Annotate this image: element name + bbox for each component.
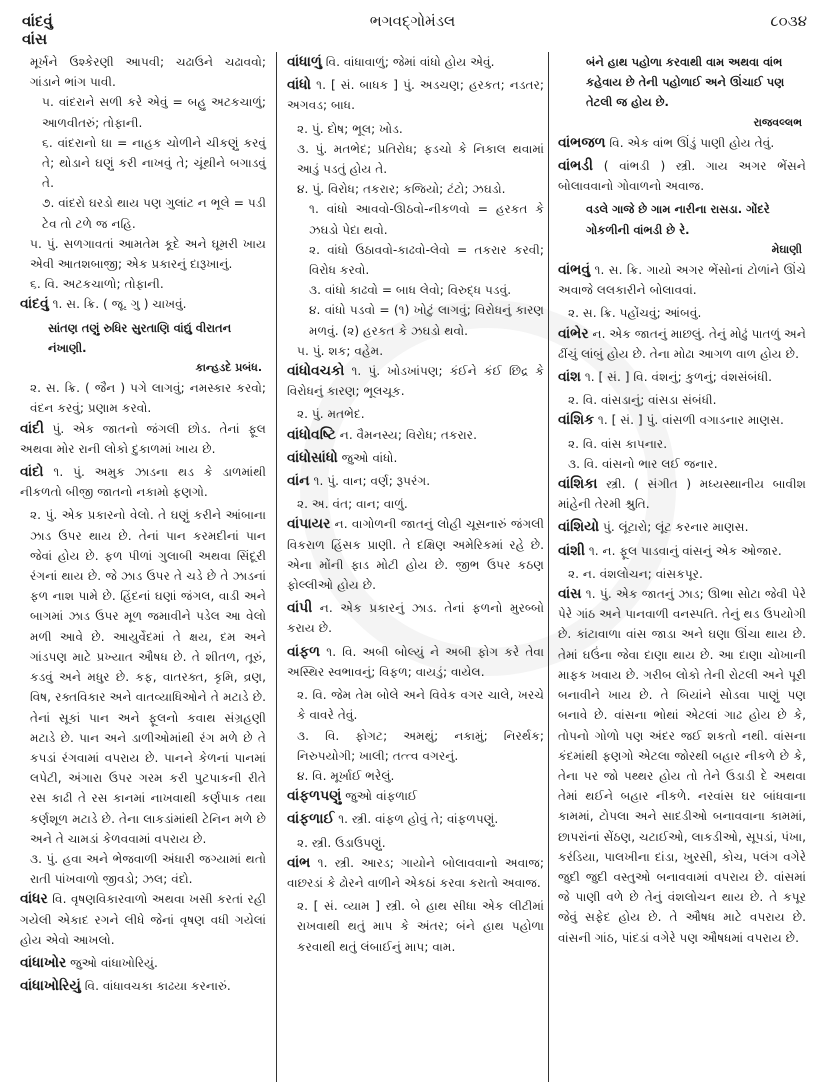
idiom-text: ૪. વાંધો પડવો = (૧) ખોટું લાગવું; વિરોધનું કારણ મળવું. (૨) હરકત કે ઝઘડો થવો. [309, 303, 544, 338]
definition-text: ૧. વિ. અબી બોલ્યું ને અબી ફોગ કરે તેવા અસ્થિર સ્વભાવનું; વિફળ; વાયડું; વાયેલ. [287, 644, 545, 679]
column-3 [558, 52, 806, 951]
headword: વાંભડી [558, 158, 594, 175]
quotation-text: વડલે ગાજે છે ગામ નારીના રાસડા. ગોંદરે ગોકળીની વાંભડી છે રે. [586, 202, 770, 237]
definition-text: ન. એક જાતનું માછલું. તેનું મોઢું પાતળું અને ઢીંચું લાંબું હોય છે. તેના મોઢા આગળ વાળ હોય છે. [558, 326, 806, 361]
definition-text: ૧. પું. ખોડખાંપણ; કંઈને કંઈ છિદ્ર કે વિરોધનું કારણ; ભૂલચૂક. [287, 364, 544, 399]
dictionary-entry [20, 953, 266, 973]
guide-word-top: વાંદવું [22, 12, 53, 30]
definition-text: વિ. વાંધાવચકા કાઢયા કરનારું. [84, 979, 231, 994]
sense-text: ૨. પું. એક પ્રકારનો વેલો. તે ઘણું કરીને આંબાના ઝાડ ઉપર થાય છે. તેનાં પાન કરમદીનાં પાન જેવાં હોય છે. ફળ પીળાં ગુલાબી અથવા સિંદૂરી રંગનાં થાય છે. જે ઝાડ ઉપર તે ચડે છે તે ઝાડનાં ફળ નાશ પામે છે. હિંદનાં ઘણાં જંગલ, વાડી અને બાગમાં ઝાડ ઉપર મૂળ જમાવીને પડેલ આ વેલો મળી આવે છે. આયુર્વેદમાં તે ક્ષય, દમ અને ગાંડપણ માટે પ્રખ્યાત ઔષધ છે. તે શીતળ, તૂરું, કડવું અને મધુર છે. કફ, વાતરક્ત, કૃમિ, વ્રણ, વિષ, રક્તવિકાર અને વાતવ્યાધિઓને તે મટાડે છે. તેનાં સૂકાં પાન અને ફૂલનો કવાથ સંગ્રહણી મટાડે છે. પાન અને ડાળીઓમાંથી રંગ મળે છે તે કપડાં રંગવામાં વપરાય છે. પાનને કેળનાં પાનમાં લપેટી, અંગારા ઉપર ગરમ કરી પુટપાકની રીતે રસ કાઢી તે રસ કાનમાં નાખવાથી કર્ણપાક તથા કર્ણશૂળ મટાડે છે. તેના લાકડાંમાંથી ટેનિન મળે છે અને તે ચામડાં કેળવવામાં વપરાય છે. [30, 508, 266, 846]
definition-text: જુઓ વાંફળાઈ [345, 789, 418, 804]
sense-text: ૨. સ. ક્રિ. પહોંચવું; આંબવું. [568, 306, 702, 321]
headword: વાંધર [20, 891, 48, 908]
dictionary-entry [20, 462, 266, 502]
quotation-source: મેઘાણી [771, 242, 802, 256]
dictionary-entry [287, 471, 544, 491]
dictionary-entry [287, 52, 544, 72]
sense-text: ૩. પું. મતભેદ; પ્રતિરોધ; ફડચો કે નિકાલ થવામાં આડું પડતું હોય તે. [297, 141, 544, 177]
dictionary-entry [20, 889, 266, 950]
definition-text: જુઓ વાંધાખોરિયું. [70, 955, 158, 970]
definition-text: ૧. સ. ક્રિ. ગાયો અગર ભેંસોનાં ટોળાંને ઊંચે અવાજે લલકારીને બોલાવવાં. [558, 263, 806, 298]
column-divider [276, 52, 277, 1082]
sense-text: ૩. વિ. વાંસનો ભાર લઈ જનાર. [568, 456, 718, 471]
sense-text: ૪. વિ. મૂર્ખાઈ ભરેલું. [297, 768, 395, 783]
dictionary-entry [20, 976, 266, 996]
dictionary-entry [558, 517, 806, 537]
definition-text: જુઓ વાંધો. [341, 450, 398, 465]
dictionary-entry [558, 410, 806, 430]
sense-text: ૩. વિ. ફોગટ; અમથું; નકામું; નિરર્થક; નિરુપયોગી; ખાલી; તત્ત્વ વગરનું. [297, 728, 544, 763]
headword: વાંભ [287, 854, 311, 871]
page-header [0, 0, 825, 52]
headword: વાંદો [20, 464, 44, 481]
headword: વાંદી [20, 420, 44, 437]
idiom-text: ૧. વાંધો આવવો-ઊઠવો-નીકળવો = હરકત કે ઝઘડો પેદા થવો. [309, 202, 544, 237]
idiom-text: ૬. વાંદરાનો ઘા = નાહક ચોળીને ચીકણું કરવું તે; થોડાને ઘણું કરી નાખવું તે; ચૂંથીને બગાડવું તે. [42, 135, 266, 191]
definition-text: ૧. પું. અમુક ઝાડના થડ કે ડાળમાંથી નીકળતો બીજી જાતનો નકામો ફણગો. [20, 465, 267, 500]
idiom-text: ૨. વાંધો ઉઠાવવો-કાઢવો-લેવો = તકરાર કરવી; વિરોધ કરવો. [309, 242, 544, 278]
dictionary-entry [287, 853, 544, 893]
page-number: ૮૦૩૪ [770, 12, 807, 30]
dictionary-entry [20, 294, 266, 314]
sense-text: ૨. પું. દોષ; ભૂલ; ખોડ. [297, 121, 403, 136]
definition-text: ૧. [ સં. બાધક ] પું. અડચણ; હરકત; નડતર; અગવડ; બાધ. [287, 78, 545, 113]
sense-text: ૨. [ સં. વ્યામ ] સ્ત્રી. બે હાથ સીધા એક લીટીમાં રાખવાથી થતું માપ કે અંતર; બંને હાથ પહોળા કરવાથી થતું લંબાઈનું માપ; વામ. [297, 899, 544, 954]
definition-text: ૧. સ. ક્રિ. ( જૂ. ગુ ) ચાખવું. [52, 297, 187, 312]
definition-text: ૧. [ સં. ] પું. વાંસળી વગાડનાર માણસ. [597, 413, 784, 428]
dictionary-entry [558, 260, 806, 300]
definition-text: વિ. એક વાંભ ઊંડું પાણી હોય તેવું. [609, 135, 775, 150]
sense-text: ૫. પું. સળગાવતાં આમતેમ કૂદે અને ઘૂમરી ખાય એવી આતશબાજી; એક પ્રકારનું દારૂખાનું. [30, 236, 266, 272]
dictionary-entry [287, 786, 544, 806]
column-divider [548, 52, 549, 1082]
headword: વાંફળાઈ [287, 811, 335, 828]
headword: વાંભેર [558, 325, 589, 342]
dictionary-entry [558, 133, 806, 153]
headword: વાંભજળ [558, 134, 606, 151]
continued-text: મૂર્ખને ઉશ્કેરણી આપવી; ચઢાઉને ચઢાવવો; ગાંડાને ભાંગ પાવી. [30, 55, 266, 90]
headword: વાંશિયો [558, 519, 600, 536]
sense-text: ૨. વિ. જેમ તેમ બોલે અને વિવેક વગર ચાલે, ખરચે કે વાવરે તેવું. [297, 688, 544, 723]
headword: વાંશિકા [558, 476, 598, 493]
dictionary-entry [287, 809, 544, 829]
definition-text: સ્ત્રી. ( સંગીત ) મધ્યસ્થાનીય બાવીશ માંહેની તેરમી શ્રુતિ. [558, 477, 807, 512]
idiom-text: ૩. વાંધો કાઢવો = બાધ લેવો; વિરુદ્ધ પડવું. [309, 283, 512, 298]
dictionary-entry [558, 324, 806, 364]
headword: વાંધોસાંધો [287, 449, 338, 466]
headword: વાંધાખોરિયું [20, 978, 81, 995]
dictionary-entry [558, 584, 806, 948]
headword: વાંશિક [558, 412, 594, 429]
definition-text: પું. લૂંટારો; લૂંટ કરનાર માણસ. [602, 520, 749, 535]
headword: વાંધો [287, 77, 312, 94]
column-2 [287, 52, 544, 957]
quotation-source: કાન્હડદે પ્રબંધ. [195, 361, 262, 375]
dictionary-entry [287, 598, 544, 638]
headword: વાંફળપણું [287, 788, 342, 805]
dictionary-entry [287, 642, 544, 682]
definition-text: ૧. પું. વાન; વર્ણ; રૂપરંગ. [313, 474, 431, 489]
idiom-text: ૫. વાંદરાને સળી કરે એવું = બહુ અટકચાળું; આળવીતરું; તોફાની. [42, 95, 266, 130]
definition-text: ૧. પું. એક જાતનું ઝાડ; ઊભા સોટા જેવી પેરે પેરે ગાંઠ અને પાનવાળી વનસ્પતિ. તેનું થડ ઉપયોગી છે. કાંટાવાળા વાંસ જાડા અને ઘણા ઊંચા થાય છે. તેમાં ઘઉંના જેવા દાણા થાય છે. આ દાણા ચોખાની માફક ખવાય છે. ગરીબ લોકો તેની રોટલી અને પૂરી બનાવીને ખાય છે. તે બિયાંને સોડવા પાણું પણ બનાવે છે. વાંસના ભોથાં એટલાં ગાઢ હોય છે કે, તોપનો ગોળો પણ અંદર જઈ શકતો નથી. વાંસના કંદમાંથી ફણગો એટલા જોરથી બહાર નીકળે છે કે, તેના પર જો પથ્થર હોય તો તેને ઉડાડી દે અથવા તેમાં થઈને બહાર નીકળે. નરવાંસ ઘર બાંધવાના કામમાં, ટોપલા અને સાદડીઓ બનાવવાના કામમાં, છાપરાંનાં સેંઠણ, ચટાઈઓ, લાકડીઓ, સૂપડાં, પંખા, કરંડિયા, પાલખીના દાંડા, ખુરસી, કોચ, પલંગ વગેરે જુદી જુદી વસ્તુઓ બનાવવામાં વપરાય છે. વાંસમાં જે પાણી વળે છે તેનું વંશલોચન થાય છે. તે કપૂર જેવું સફેદ હોય છે. તે ઔષધ માટે વપરાય છે. વાંસની ગાંઠ, પાંદડાં વગેરે પણ ઔષધમાં વપરાય છે. [558, 587, 807, 945]
dictionary-entry [287, 361, 544, 401]
headword: વાંન [287, 473, 310, 490]
sense-text: ૨. વિ. વાંસ કાપનાર. [568, 436, 668, 451]
headword: વાંસ [558, 586, 582, 603]
sense-text: ૨. અ. વંત; વાન; વાળું. [297, 497, 408, 512]
definition-text: વિ. વાંધાવાળું; જેમાં વાંધો હોય એવું. [325, 55, 495, 69]
dictionary-entry [287, 448, 544, 468]
definition-text: ન. વૈમનસ્ય; વિરોધ; તકરાર. [339, 427, 477, 442]
definition-text: ૧. સ્ત્રી. આરડ; ગાયોને બોલાવવાનો અવાજ; વાછરડાં કે ઢોરને વાળીને એકઠાં કરવા કરાતો અવાજ. [287, 855, 545, 890]
dictionary-entry [287, 75, 544, 115]
headword: વાંધોવષ્ટિ [287, 426, 336, 443]
definition-text: ૧. [ સં. ] વિ. વંશનું; કુળનું; વંશસંબંધી. [584, 370, 773, 385]
headword: વાંફળ [287, 643, 321, 660]
sense-text: ૩. પું. હવા અને ભેજવાળી અંધારી જગ્યામાં થતો રાતી પાંખવાળો જીવડો; ઝલ; વંદો. [30, 851, 266, 887]
sense-text: ૨. પું. મતભેદ. [297, 407, 365, 422]
headword: વાંપાયર [287, 516, 331, 533]
sense-text: ૬. વિ. અટકચાળો; તોફાની. [30, 277, 164, 292]
dictionary-entry [558, 156, 806, 196]
headword: વાંશી [558, 542, 585, 559]
definition-text: ૧. ન. ફૂલ પાડવાનું વાંસનું એક ઓજાર. [588, 543, 782, 558]
dictionary-entry [558, 474, 806, 514]
headword: વાંધાખોર [20, 954, 67, 971]
sense-text: ૨. ન. વંશલોચન; વાંસકપૂર. [568, 566, 703, 581]
dictionary-entry [287, 514, 544, 595]
headword: વાંભવું [558, 262, 591, 279]
quotation-text: બંને હાથ પહોળા કરવાથી વામ અથવા વાંભ કહેવાય છે તેની પહોળાઈ અને ઊંચાઈ પણ તેટલી જ હોય છે. [586, 55, 785, 110]
quotation-source: રાજવલ્લભ [753, 115, 802, 129]
definition-text: પું. એક જાતનો જંગલી છોડ. તેનાં ફૂલ અથવા મોર રાની લોકો દુકાળમાં ખાય છે. [20, 421, 266, 456]
sense-text: ૫. પું. શક; વહેમ. [297, 343, 384, 358]
sense-text: ૪. પું. વિરોધ; તકરાર; કજિયો; ટંટો; ઝઘડો. [297, 182, 506, 197]
headword: વાંધોવચકો [287, 363, 345, 380]
sense-text: ૨. સ. ક્રિ. ( જૈન ) પગે લાગવું; નમસ્કાર કરવો; વંદન કરવું; પ્રણામ કરવો. [30, 381, 266, 416]
sense-text: ૨. વિ. વાંસડાનું; વાંસડા સંબંધી. [568, 393, 717, 408]
dictionary-entry [20, 419, 266, 459]
definition-text: ન. વાગોળની જાતનું લોહી ચૂસનારું જંગલી વિકરાળ હિંસક પ્રાણી. તે દક્ષિણ અમેરિકમાં રહે છે. એના મોંની ફાડ મોટી હોય છે. જીભ ઉપર કઠણ ફોલ્લીઓ હોય છે. [287, 517, 544, 593]
book-title: ભગવદ્ગોમંડલ [369, 12, 456, 30]
definition-text: વિ. વૃષણવિકારવાળો અથવા ખસી કરતાં રહી ગયેલી એકાદ રગને લીધે જેનાં વૃષણ વધી ગયેલાં હોય એવો આખલો. [20, 892, 266, 947]
idiom-text: ૭. વાંદરો ઘરડો થાય પણ ગુલાંટ ન ભૂલે = પડી ટેવ તો ટળે જ નહિ. [42, 196, 266, 231]
headword: વાંશ [558, 369, 581, 386]
dictionary-entry [558, 367, 806, 387]
headword: વાંધાળું [287, 54, 322, 70]
headword: વાંપી [287, 600, 313, 617]
dictionary-entry [558, 541, 806, 561]
guide-word-bottom: વાંસ [22, 30, 48, 48]
definition-text: ( વાંભડી ) સ્ત્રી. ગાય અગર ભેંસને બોલાવવાનો ગોવાળનો અવાજ. [558, 159, 807, 194]
quotation-text: સાંતણ તણું રુધિર સુરતાણિ વાંદ્યું વીરાતન નંખાણી. [48, 320, 232, 355]
definition-text: ન. એક પ્રકારનું ઝાડ. તેનાં ફળનો મુરબ્બો કરાય છે. [287, 601, 545, 636]
dictionary-entry [287, 425, 544, 445]
definition-text: ૧. સ્ત્રી. વાંફળ હોવું તે; વાંફળપણું. [338, 812, 499, 827]
sense-text: ૨. સ્ત્રી. ઉડાઉપણું. [297, 835, 386, 850]
column-1 [20, 52, 266, 999]
headword: વાંદવું [20, 296, 49, 313]
